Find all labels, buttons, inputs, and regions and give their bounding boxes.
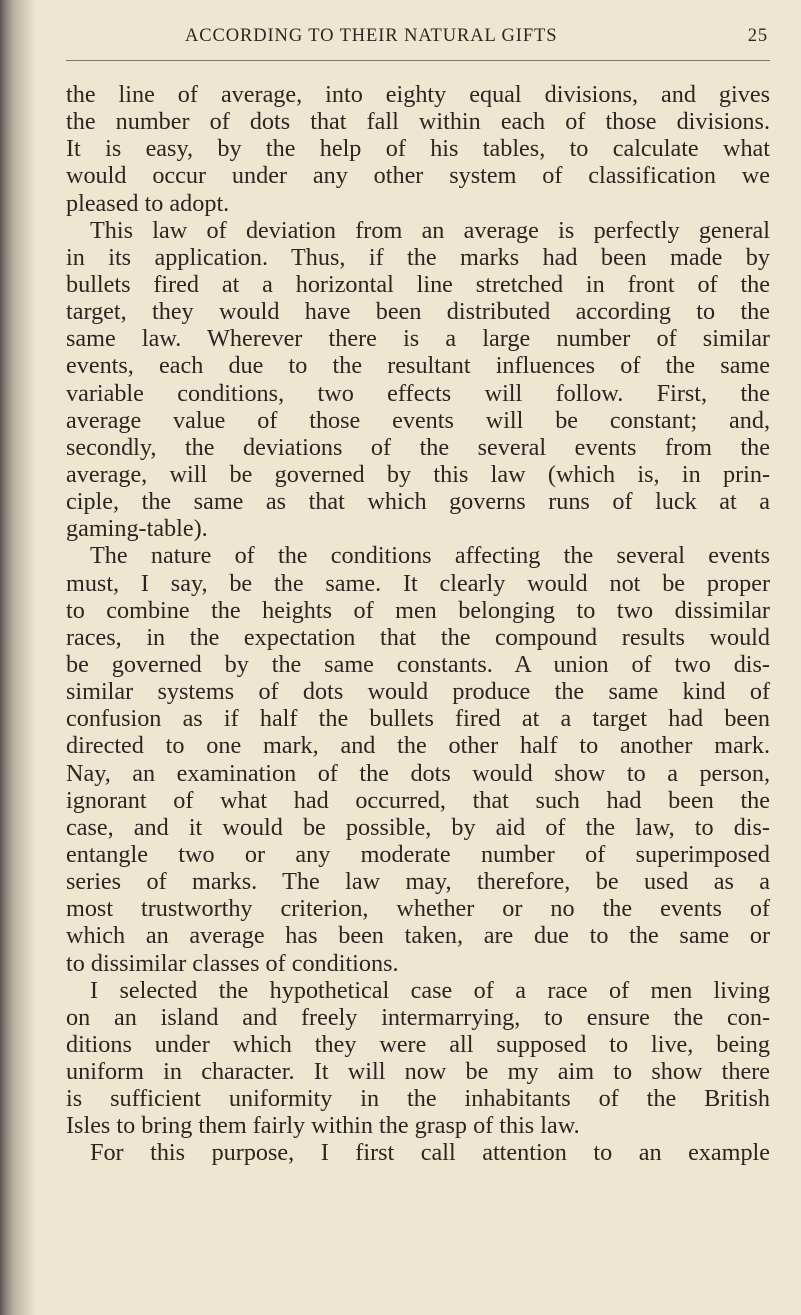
text-line: on an island and freely intermarrying, to ensure the con-	[66, 1003, 770, 1031]
text-line: to dissimilar classes of conditions.	[66, 949, 399, 977]
text-line: events, each due to the resultant influences of the same	[66, 352, 770, 380]
text-line: This law of deviation from an average is perfectly general	[90, 216, 770, 244]
text-line: uniform in character. It will now be my aim to show there	[66, 1058, 770, 1086]
text-line: ditions under which they were all supposed to live, being	[66, 1030, 770, 1058]
text-line: races, in the expectation that the compound results would	[66, 623, 770, 651]
text-line: be governed by the same constants. A union of two dis-	[66, 650, 770, 678]
text-line: the line of average, into eighty equal divisions, and gives	[66, 81, 770, 108]
text-line: entangle two or any moderate number of superimposed	[66, 840, 770, 868]
text-line: secondly, the deviations of the several events from the	[66, 433, 770, 461]
text-line: which an average has been taken, are due to the same or	[66, 922, 770, 950]
text-line: average value of those events will be constant; and,	[66, 406, 770, 434]
running-head	[66, 26, 770, 56]
book-spine-shadow	[0, 0, 36, 1315]
text-line: gaming-table).	[66, 515, 208, 543]
text-line: variable conditions, two effects will follow. First, the	[66, 379, 770, 407]
text-line: I selected the hypothetical case of a race of men living	[90, 976, 770, 1004]
running-title: ACCORDING TO THEIR NATURAL GIFTS	[185, 26, 558, 46]
book-page	[66, 0, 770, 1315]
header-rule	[66, 60, 770, 61]
body-text	[66, 81, 770, 1167]
text-line: Isles to bring them fairly within the grasp of this law.	[66, 1112, 580, 1140]
text-line: most trustworthy criterion, whether or no the events of	[66, 895, 770, 923]
text-line: must, I say, be the same. It clearly would not be proper	[66, 569, 770, 597]
text-line: It is easy, by the help of his tables, to calculate what	[66, 135, 770, 163]
text-line: Nay, an examination of the dots would show to a person,	[66, 759, 770, 787]
text-line: in its application. Thus, if the marks had been made by	[66, 243, 770, 271]
text-line: For this purpose, I first call attention to an example	[90, 1139, 770, 1167]
text-line: same law. Wherever there is a large number of similar	[66, 325, 770, 353]
text-line: directed to one mark, and the other half to another mark.	[66, 732, 770, 760]
text-line: would occur under any other system of classification we	[66, 162, 770, 190]
text-line: similar systems of dots would produce the same kind of	[66, 678, 770, 706]
text-line: ignorant of what had occurred, that such had been the	[66, 786, 770, 814]
text-line: bullets fired at a horizontal line stretched in front of the	[66, 270, 770, 298]
text-line: The nature of the conditions affecting the several events	[90, 542, 770, 570]
text-line: average, will be governed by this law (which is, in prin-	[66, 460, 770, 488]
text-line: the number of dots that fall within each of those divisions.	[66, 108, 770, 136]
text-line: is sufficient uniformity in the inhabitants of the British	[66, 1085, 770, 1113]
text-line: to combine the heights of men belonging to two dissimilar	[66, 596, 770, 624]
text-line: confusion as if half the bullets fired at a target had been	[66, 705, 770, 733]
text-line: pleased to adopt.	[66, 189, 230, 217]
text-line: ciple, the same as that which governs runs of luck at a	[66, 488, 770, 516]
text-line: series of marks. The law may, therefore, be used as a	[66, 868, 770, 896]
text-line: target, they would have been distributed according to the	[66, 298, 770, 326]
page-number: 25	[747, 26, 768, 46]
text-line: case, and it would be possible, by aid of the law, to dis-	[66, 813, 770, 841]
